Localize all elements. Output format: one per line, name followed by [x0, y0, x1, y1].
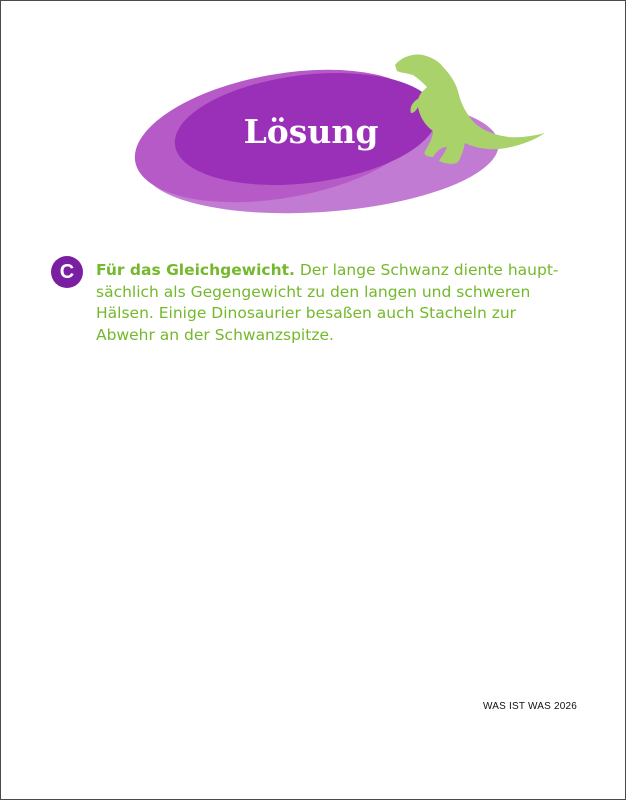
- answer-badge: C: [51, 256, 83, 288]
- answer-text: [96, 260, 566, 346]
- answer-body: Der lange Schwanz diente haupt-sächlich als Gegengewicht zu den langen und schweren Hälsen. Einige Dinosaurier besaßen auch Stacheln zur Abwehr an der Schwanzspitze.: [96, 261, 559, 344]
- page-title: Lösung: [243, 112, 379, 151]
- footer-text: WAS IST WAS 2026: [483, 701, 577, 712]
- answer-lead: Für das Gleichgewicht.: [96, 261, 295, 279]
